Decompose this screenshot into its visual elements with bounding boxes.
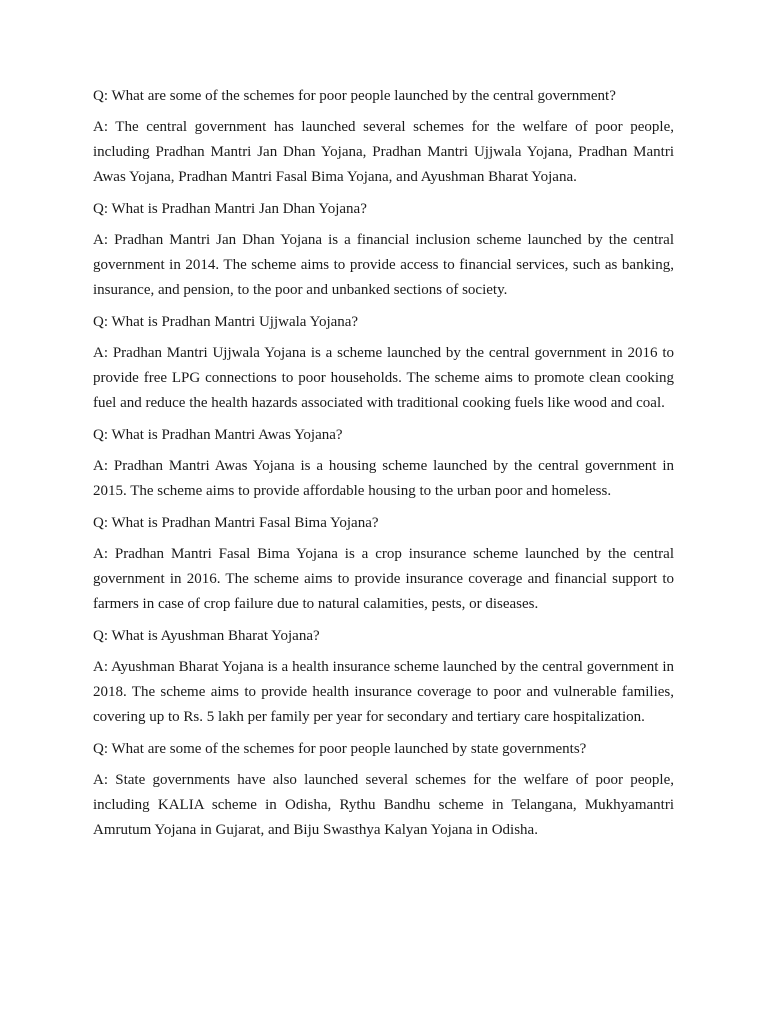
- answer-text: A: Pradhan Mantri Awas Yojana is a housing scheme launched by the central government in 2015. The scheme aims to provide affordable housing to the urban poor and homeless.: [93, 458, 674, 499]
- answer-text: A: Pradhan Mantri Jan Dhan Yojana is a financial inclusion scheme launched by the central government in 2014. The scheme aims to provide access to financial services, such as banking, insurance, and pension, to the poor and unbanked sections of society.: [93, 232, 674, 298]
- question-text: Q: What are some of the schemes for poor people launched by the central government?: [93, 88, 616, 104]
- question-text: Q: What is Pradhan Mantri Awas Yojana?: [93, 427, 343, 443]
- answer-text: A: Pradhan Mantri Ujjwala Yojana is a scheme launched by the central government in 2016 to provide free LPG connections to poor households. The scheme aims to promote clean cooking fuel and reduce the health hazards associated with traditional cooking fuels like wood and coal.: [93, 345, 674, 411]
- answer-text: A: Ayushman Bharat Yojana is a health insurance scheme launched by the central government in 2018. The scheme aims to provide health insurance coverage to poor and vulnerable families, covering up to Rs. 5 lakh per family per year for secondary and tertiary care hospitalization.: [93, 659, 674, 725]
- qa-item-ayushman: [93, 626, 674, 730]
- qa-item-central-schemes: [93, 86, 674, 190]
- qa-item-jan-dhan: [93, 199, 674, 303]
- question-text: Q: What is Pradhan Mantri Ujjwala Yojana?: [93, 314, 359, 330]
- answer-text: A: The central government has launched several schemes for the welfare of poor people, including Pradhan Mantri Jan Dhan Yojana, Pradhan Mantri Ujjwala Yojana, Pradhan Mantri Awas Yojana, Pradhan Mantri Fasal Bima Yojana, and Ayushman Bharat Yojana.: [93, 119, 674, 185]
- qa-item-fasal-bima: [93, 513, 674, 617]
- answer-text: A: Pradhan Mantri Fasal Bima Yojana is a crop insurance scheme launched by the central government in 2016. The scheme aims to provide insurance coverage and financial support to farmers in case of crop failure due to natural calamities, pests, or diseases.: [93, 546, 674, 612]
- answer-text: A: State governments have also launched several schemes for the welfare of poor people, including KALIA scheme in Odisha, Rythu Bandhu scheme in Telangana, Mukhyamantri Amrutum Yojana in Gujarat, and Biju Swasthya Kalyan Yojana in Odisha.: [93, 772, 674, 838]
- question-text: Q: What are some of the schemes for poor people launched by state governments?: [93, 741, 587, 757]
- document-page: [93, 86, 674, 852]
- question-text: Q: What is Pradhan Mantri Fasal Bima Yojana?: [93, 515, 379, 531]
- question-text: Q: What is Ayushman Bharat Yojana?: [93, 628, 320, 644]
- question-text: Q: What is Pradhan Mantri Jan Dhan Yojana?: [93, 201, 367, 217]
- qa-item-state-schemes: [93, 739, 674, 843]
- qa-item-awas: [93, 425, 674, 504]
- qa-item-ujjwala: [93, 312, 674, 416]
